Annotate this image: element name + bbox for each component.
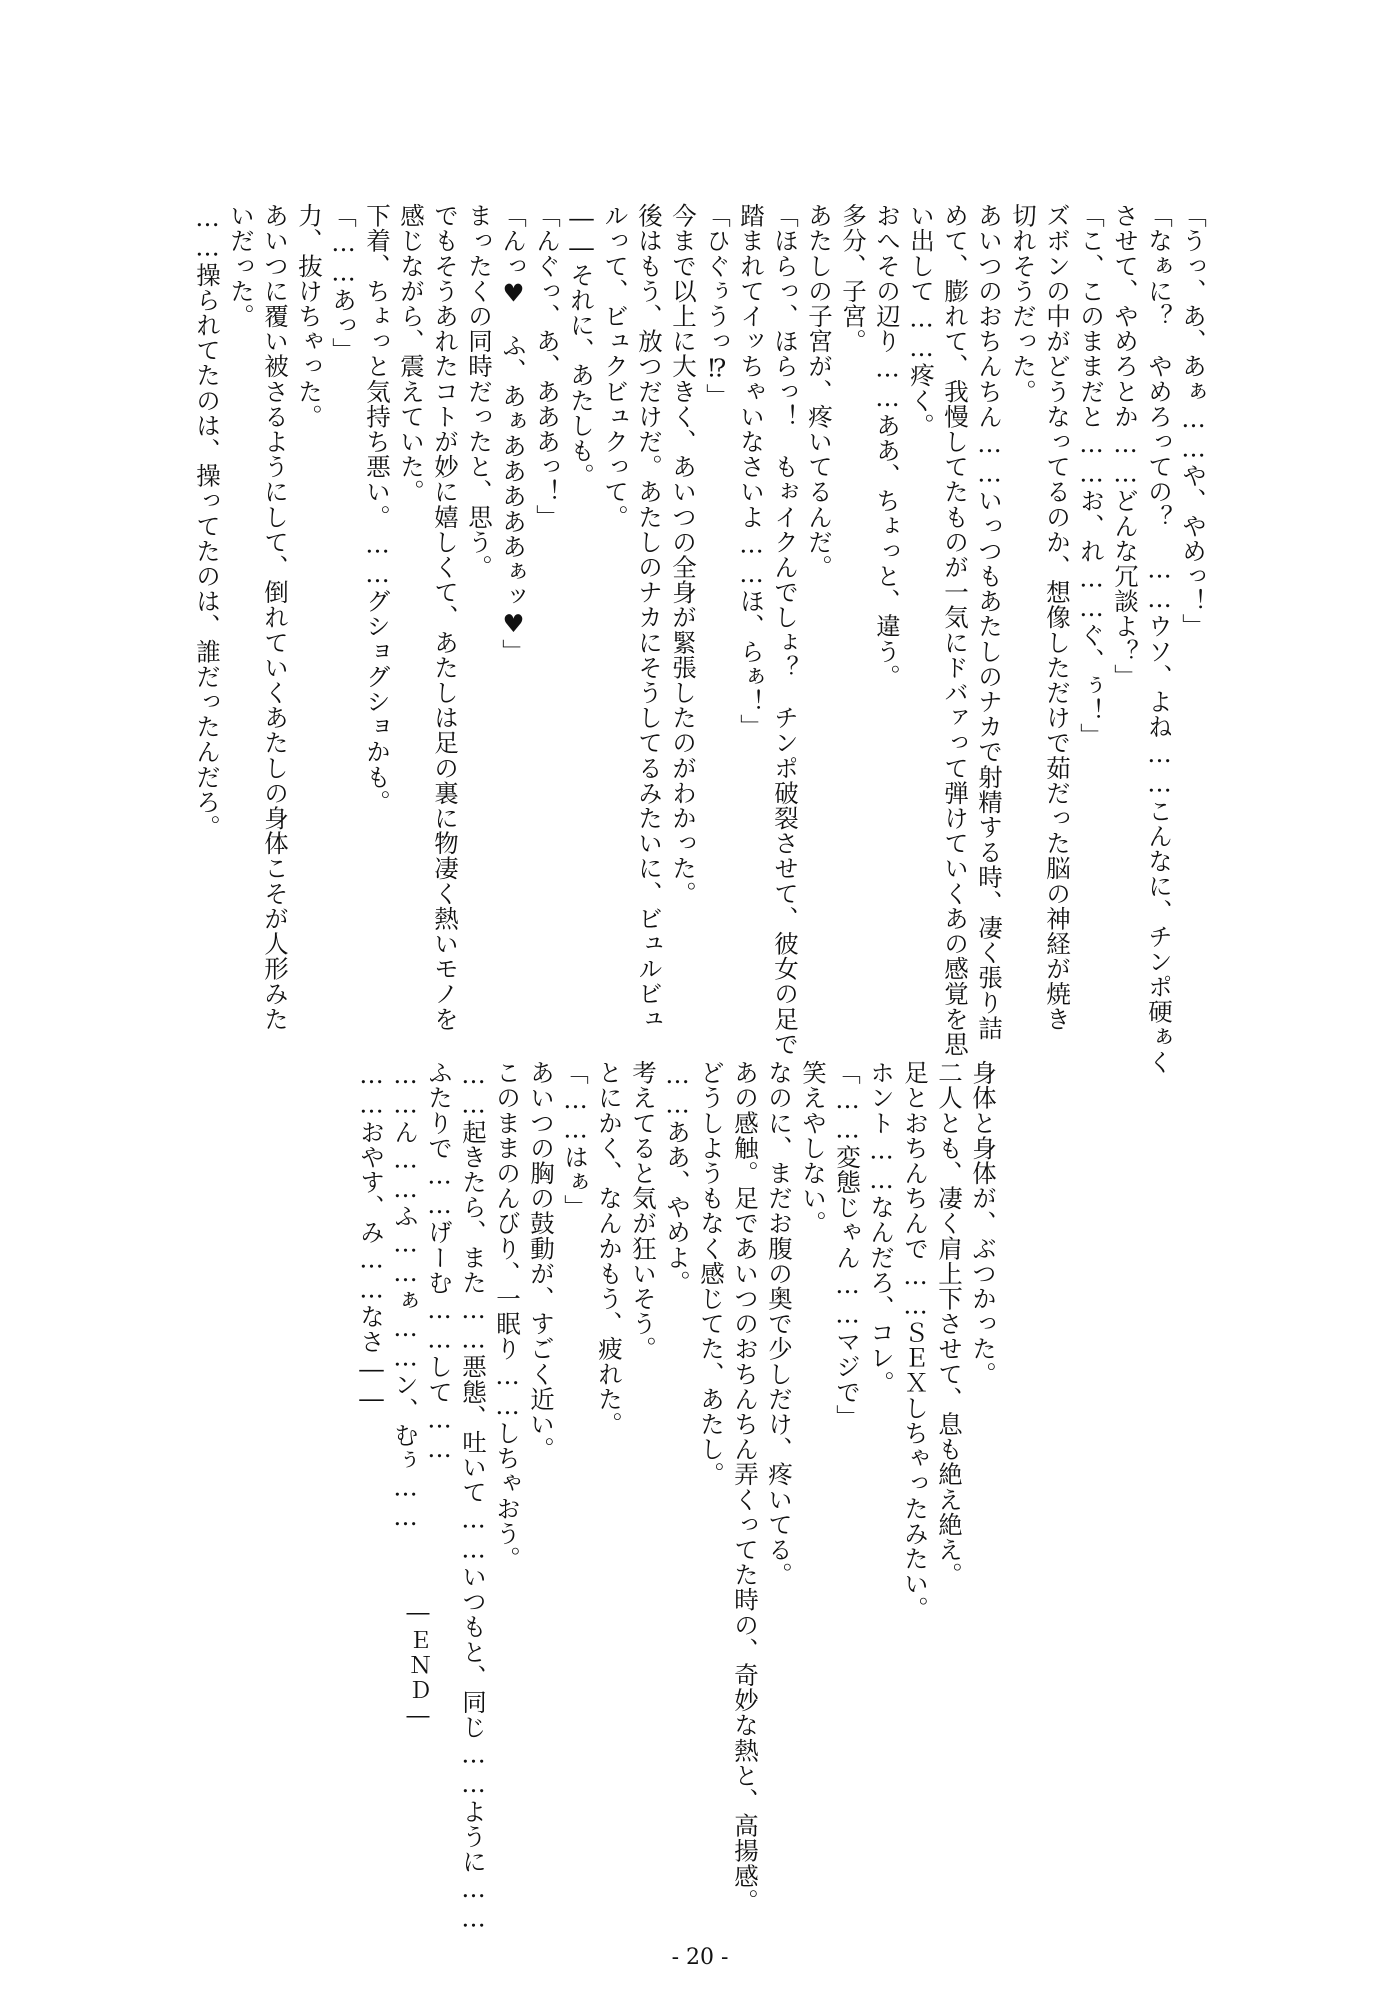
- text-line: 多分、子宮。: [839, 203, 868, 354]
- text-line: このままのんびり、一眠り……しちゃおう。: [493, 1060, 522, 1571]
- text-line: あいつに覆い被さるようにして、倒れていくあたしの身体こそが人形みた: [261, 203, 290, 1032]
- text-line: 切れそうだった。: [1009, 203, 1038, 404]
- text-line: まったくの同時だったと、思う。: [465, 203, 494, 580]
- text-line: 「ほらっ、ほらっ！ もぉイクんでしょ？ チンポ破裂させて、彼女の足で: [771, 203, 800, 1057]
- text-line: 「うっ、あ、あぁ……や、やめっ！」: [1179, 203, 1208, 639]
- text-line: 「んっ♥ ふ、あぁあああああぁッ♥」: [499, 203, 528, 664]
- text-line: 後はもう、放つだけだ。あたしのナカにそうしてるみたいに、ビュルビュ: [635, 203, 664, 1032]
- text-line: ――それに、あたしも。: [567, 203, 596, 489]
- text-line: ……操られてたのは、操ってたのは、誰だったんだろ。: [193, 203, 222, 840]
- text-block-lower: [354, 1060, 1000, 1934]
- text-line: させて、やめろとか……どんな冗談よ？」: [1111, 203, 1140, 689]
- text-line: 感じながら、震えていた。: [397, 203, 426, 505]
- text-line: 「なぁに？ やめろっての？ ……ウソ、よね……こんなに、チンポ硬ぁく: [1145, 203, 1174, 1075]
- text-line: あたしの子宮が、疼いてるんだ。: [805, 203, 834, 580]
- text-line: ……ん……ふ……ぁ……ン、むぅ……: [391, 1060, 420, 1532]
- text-line: 足とおちんちんで……ＳＥＸしちゃったみたい。: [901, 1060, 930, 1622]
- text-line: 二人とも、凄く肩上下させて、息も絶え絶え。: [935, 1060, 964, 1588]
- text-line: どうしようもなく感じてた、あたし。: [697, 1060, 726, 1487]
- text-line: なのに、まだお腹の奥で少しだけ、疼いてる。: [765, 1060, 794, 1588]
- text-line: ……おやす、み……なさ――: [357, 1060, 386, 1414]
- text-line: 「ひぐぅうっ⁉」: [703, 203, 732, 409]
- text-line: 「……変態じゃん……マジで」: [833, 1060, 862, 1430]
- end-mark: ―ＥＮＤ―: [405, 1600, 431, 1731]
- text-line: ……ああ、やめよ。: [663, 1060, 692, 1295]
- text-line: ルって、ビュクビュクって。: [601, 203, 630, 530]
- text-line: あいつのおちんちん……いっつもあたしのナカで射精する時、凄く張り詰: [975, 203, 1004, 1041]
- text-line: ホント……なんだろ、コレ。: [867, 1060, 896, 1396]
- text-line: 踏まれてイッちゃいなさいよ……ほ、らぁ！」: [737, 203, 766, 740]
- text-line: ……起きたら、また……悪態、吐いて……いつもと、同じ……ように……: [459, 1060, 488, 1934]
- text-line: 身体と身体が、ぶつかった。: [969, 1060, 998, 1387]
- text-line: 「こ、このままだと……お、れ……ぐ、ぅ！」: [1077, 203, 1106, 749]
- text-line: 考えてると気が狂いそう。: [629, 1060, 658, 1362]
- text-line: ふたりで……げーむ……して……: [425, 1060, 454, 1464]
- text-line: いだった。: [227, 203, 256, 329]
- page-number: - 20 -: [671, 1945, 729, 1970]
- text-line: 「……あっ」: [329, 203, 358, 363]
- text-line: あの感触。足であいつのおちんちん弄くってた時の、奇妙な熱と、高揚感。: [731, 1060, 760, 1914]
- text-line: 「……はぁ」: [561, 1060, 590, 1220]
- text-line: とにかく、なんかもう、疲れた。: [595, 1060, 624, 1437]
- text-line: あいつの胸の鼓動が、すごく近い。: [527, 1060, 556, 1462]
- text-line: おへその辺り……ああ、ちょっと、違う。: [873, 203, 902, 689]
- text-line: 今まで以上に大きく、あいつの全身が緊張したのがわかった。: [669, 203, 698, 906]
- text-line: ズボンの中がどうなってるのか、想像しただけで茹だった脳の神経が焼き: [1043, 203, 1072, 1032]
- text-line: めて、膨れて、我慢してたものが一気にドバァって弾けていくあの感覚を思: [941, 203, 970, 1057]
- text-line: 力、抜けちゃった。: [295, 203, 324, 429]
- text-line: い出して……疼く。: [907, 203, 936, 438]
- text-line: 下着、ちょっと気持ち悪い。……グショグショかも。: [363, 203, 392, 815]
- text-line: 「んぐっ、あ、あああっ！」: [533, 203, 562, 530]
- text-line: でもそうあれたコトが妙に嬉しくて、あたしは足の裏に物凄く熱いモノを: [431, 203, 460, 1032]
- text-block-upper: [190, 203, 1210, 1075]
- text-line: 笑えやしない。: [799, 1060, 828, 1236]
